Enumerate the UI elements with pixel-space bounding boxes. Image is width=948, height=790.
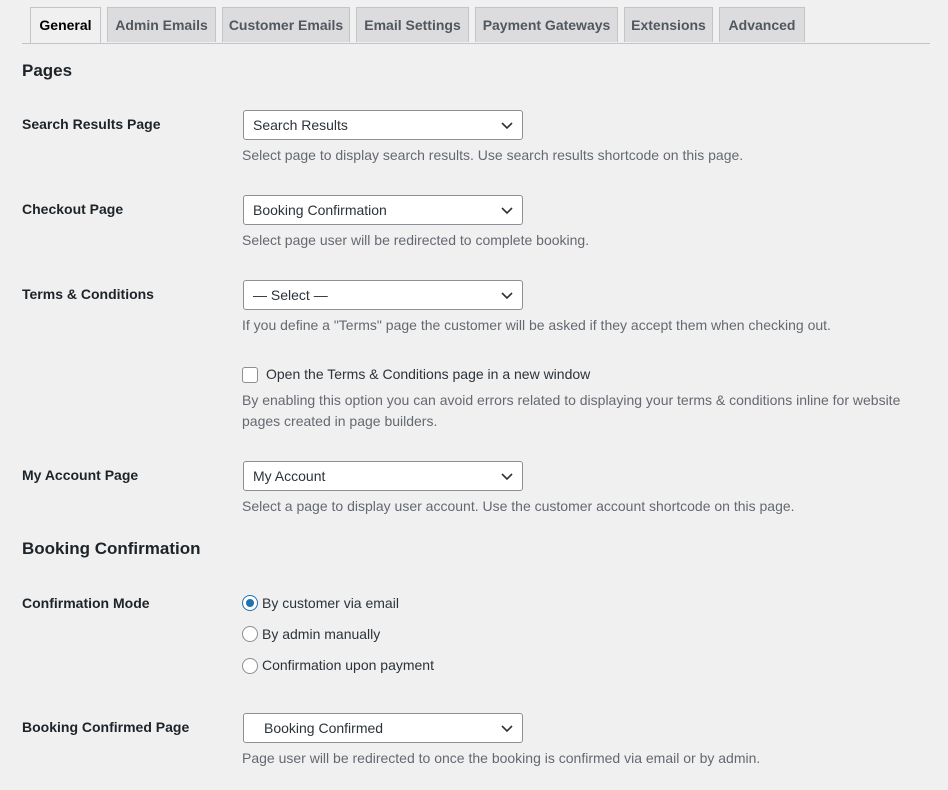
radio-label-confirmation-upon-payment[interactable]: Confirmation upon payment xyxy=(262,657,434,673)
tab-admin-emails[interactable]: Admin Emails xyxy=(107,7,216,42)
radio-label-by-customer-email[interactable]: By customer via email xyxy=(262,595,399,611)
section-title-booking-confirmation: Booking Confirmation xyxy=(22,539,201,558)
booking-confirmed-label: Booking Confirmed Page xyxy=(22,719,190,735)
chevron-down-icon xyxy=(501,290,513,300)
checkout-value: Booking Confirmation xyxy=(253,202,387,218)
checkout-select[interactable] xyxy=(243,195,523,225)
booking-confirmed-select[interactable] xyxy=(243,713,523,743)
chevron-down-icon xyxy=(501,120,513,130)
booking-confirmed-value: Booking Confirmed xyxy=(264,720,384,736)
tab-email-settings[interactable]: Email Settings xyxy=(356,7,469,42)
my-account-select[interactable] xyxy=(243,461,523,491)
terms-new-window-description-line2: pages created in page builders. xyxy=(242,413,438,429)
booking-confirmed-description: Page user will be redirected to once the booking is confirmed via email or by admin. xyxy=(242,750,761,766)
search-results-value: Search Results xyxy=(253,117,348,133)
radio-by-customer-email[interactable] xyxy=(242,595,258,611)
radio-confirmation-upon-payment[interactable] xyxy=(242,658,258,674)
radio-label-by-admin-manually[interactable]: By admin manually xyxy=(262,626,381,642)
terms-description: If you define a "Terms" page the customer will be asked if they accept them when checking out. xyxy=(242,317,831,333)
terms-select[interactable] xyxy=(243,280,523,310)
terms-value: — Select — xyxy=(253,287,328,303)
tab-advanced[interactable]: Advanced xyxy=(719,7,805,42)
terms-new-window-description-line1: By enabling this option you can avoid errors related to displaying your terms & conditions inline for website xyxy=(242,392,901,408)
section-title-pages: Pages xyxy=(22,61,73,80)
chevron-down-icon xyxy=(501,205,513,215)
my-account-label: My Account Page xyxy=(22,467,139,483)
checkout-label: Checkout Page xyxy=(22,201,124,217)
tab-general[interactable]: General xyxy=(30,7,101,43)
search-results-select[interactable] xyxy=(243,110,523,140)
radio-by-admin-manually[interactable] xyxy=(242,626,258,642)
confirmation-mode-label: Confirmation Mode xyxy=(22,595,150,611)
search-results-description: Select page to display search results. Use search results shortcode on this page. xyxy=(242,147,744,163)
terms-new-window-label[interactable]: Open the Terms & Conditions page in a new window xyxy=(266,366,591,382)
settings-tabs xyxy=(22,7,930,44)
chevron-down-icon xyxy=(501,471,513,481)
terms-label: Terms & Conditions xyxy=(22,286,154,302)
search-results-label: Search Results Page xyxy=(22,116,161,132)
tab-extensions[interactable]: Extensions xyxy=(624,7,713,42)
chevron-down-icon xyxy=(501,723,513,733)
my-account-description: Select a page to display user account. Use the customer account shortcode on this page. xyxy=(242,498,795,514)
checkout-description: Select page user will be redirected to complete booking. xyxy=(242,232,590,248)
tab-customer-emails[interactable]: Customer Emails xyxy=(222,7,350,42)
tab-payment-gateways[interactable]: Payment Gateways xyxy=(475,7,618,42)
terms-new-window-checkbox[interactable] xyxy=(242,367,258,383)
my-account-value: My Account xyxy=(253,468,326,484)
